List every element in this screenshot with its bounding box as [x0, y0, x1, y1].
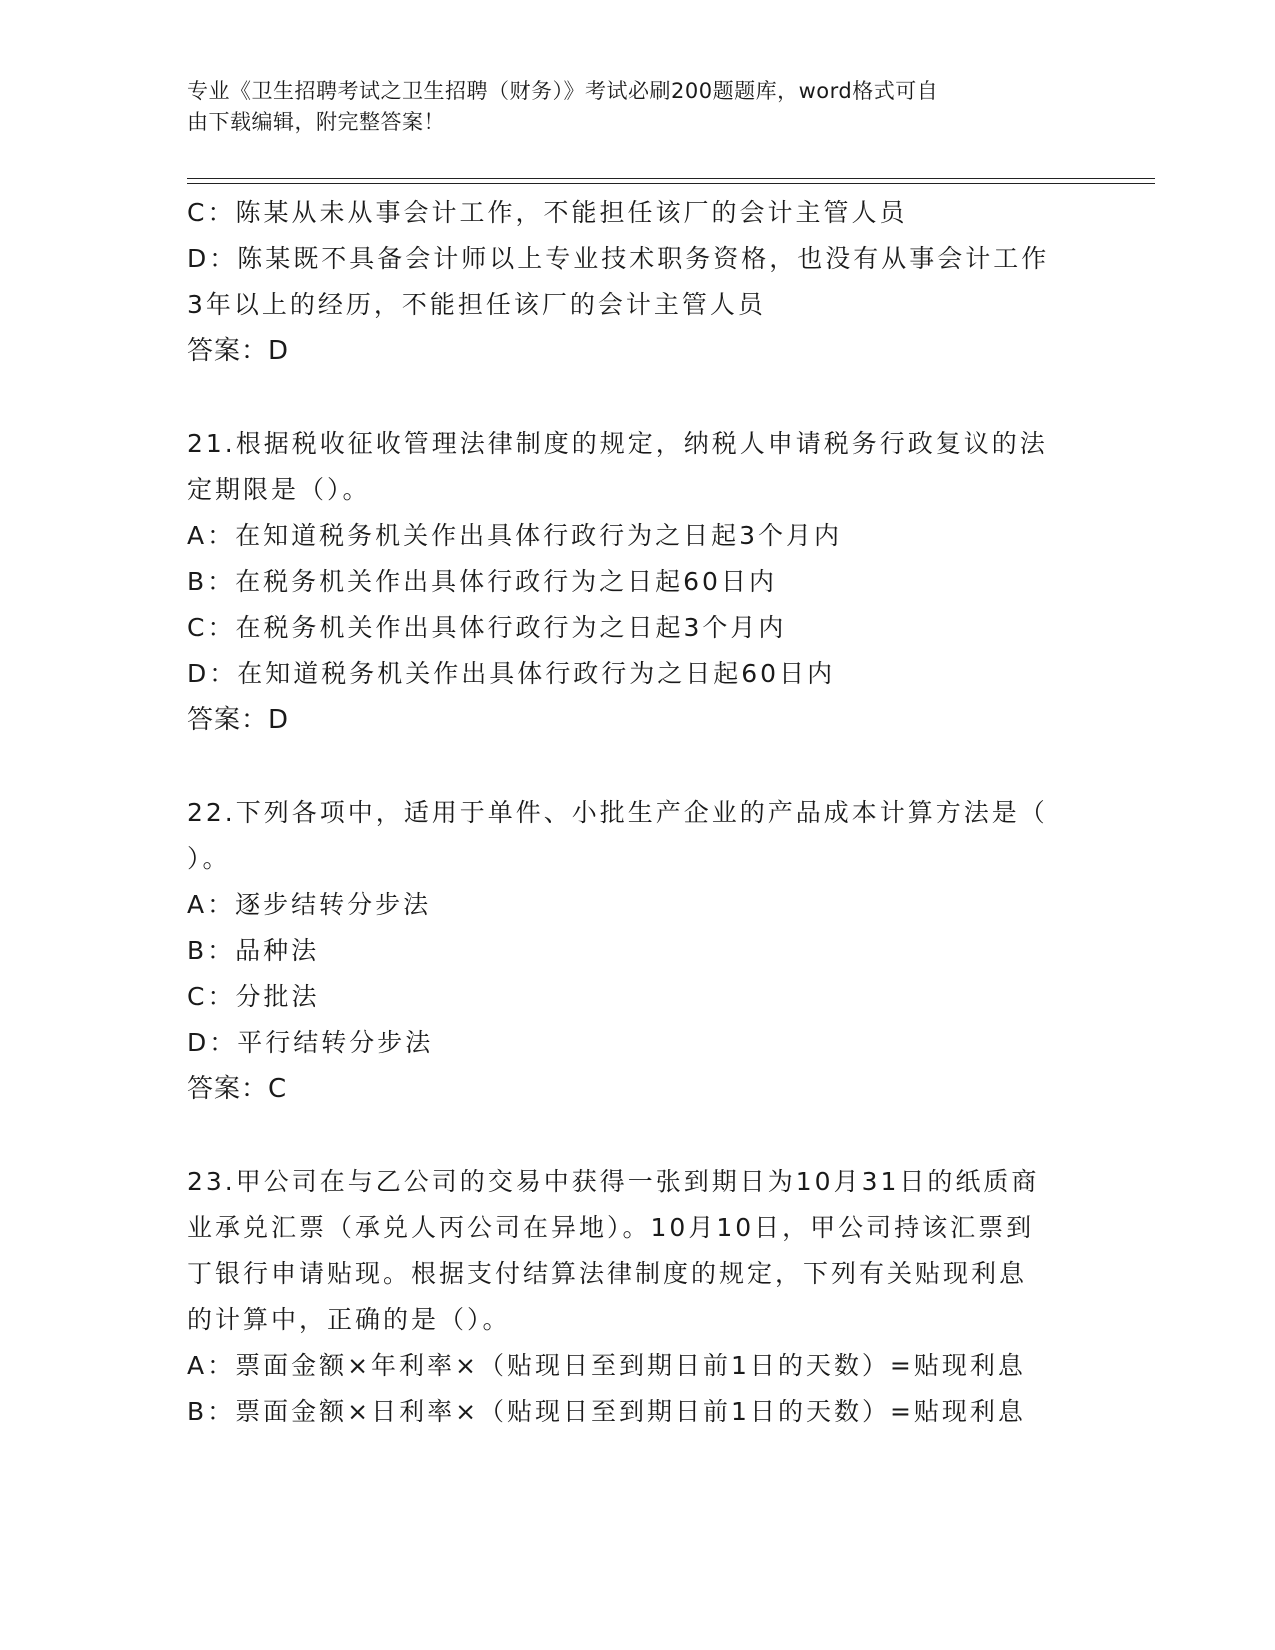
- question-20-continued: [187, 190, 1087, 374]
- spacer: [187, 374, 1087, 421]
- header-divider-bottom: [187, 183, 1155, 184]
- answer: 答案：D: [187, 705, 290, 735]
- header-line-2: 由下载编辑，附完整答案！: [187, 110, 445, 134]
- option-b: B：票面金额×日利率×（贴现日至到期日前1日的天数）=贴现利息: [187, 1397, 1026, 1426]
- question-21: [187, 421, 1087, 743]
- option-a: A：逐步结转分步法: [187, 890, 432, 919]
- question-stem: 21.根据税收征收管理法律制度的规定，纳税人申请税务行政复议的法: [187, 429, 1048, 458]
- option-b: B：品种法: [187, 936, 320, 965]
- question-stem-continued: ）。: [187, 844, 231, 873]
- spacer: [187, 1112, 1087, 1159]
- spacer: [187, 743, 1087, 790]
- question-stem-continued: 定期限是（）。: [187, 475, 371, 504]
- question-stem-continued: 的计算中，正确的是（）。: [187, 1305, 511, 1334]
- question-stem-continued: 丁银行申请贴现。根据支付结算法律制度的规定，下列有关贴现利息: [187, 1259, 1028, 1288]
- option-c: C：陈某从未从事会计工作，不能担任该厂的会计主管人员: [187, 198, 908, 227]
- answer: 答案：D: [187, 336, 290, 366]
- question-stem-continued: 业承兑汇票（承兑人丙公司在异地）。10月10日，甲公司持该汇票到: [187, 1213, 1035, 1242]
- question-list: [187, 190, 1087, 1435]
- header-divider-top: [187, 178, 1155, 179]
- answer: 答案：C: [187, 1074, 288, 1104]
- option-c: C：在税务机关作出具体行政行为之日起3个月内: [187, 613, 787, 642]
- option-a: A：在知道税务机关作出具体行政行为之日起3个月内: [187, 521, 843, 550]
- question-23: [187, 1159, 1087, 1435]
- option-a: A：票面金额×年利率×（贴现日至到期日前1日的天数）=贴现利息: [187, 1351, 1026, 1380]
- option-c: C：分批法: [187, 982, 320, 1011]
- option-d: D：平行结转分步法: [187, 1028, 434, 1057]
- header-line-1: 专业《卫生招聘考试之卫生招聘（财务）》考试必刷200题题库，word格式可自: [187, 79, 939, 103]
- question-stem: 23.甲公司在与乙公司的交易中获得一张到期日为10月31日的纸质商: [187, 1167, 1040, 1196]
- question-22: [187, 790, 1087, 1112]
- option-d: D：陈某既不具备会计师以上专业技术职务资格，也没有从事会计工作: [187, 244, 1050, 273]
- option-b: B：在税务机关作出具体行政行为之日起60日内: [187, 567, 777, 596]
- option-d: D：在知道税务机关作出具体行政行为之日起60日内: [187, 659, 836, 688]
- option-d-continued: 3年以上的经历，不能担任该厂的会计主管人员: [187, 290, 766, 319]
- question-stem: 22.下列各项中，适用于单件、小批生产企业的产品成本计算方法是（: [187, 798, 1048, 827]
- document-header: [187, 76, 1067, 138]
